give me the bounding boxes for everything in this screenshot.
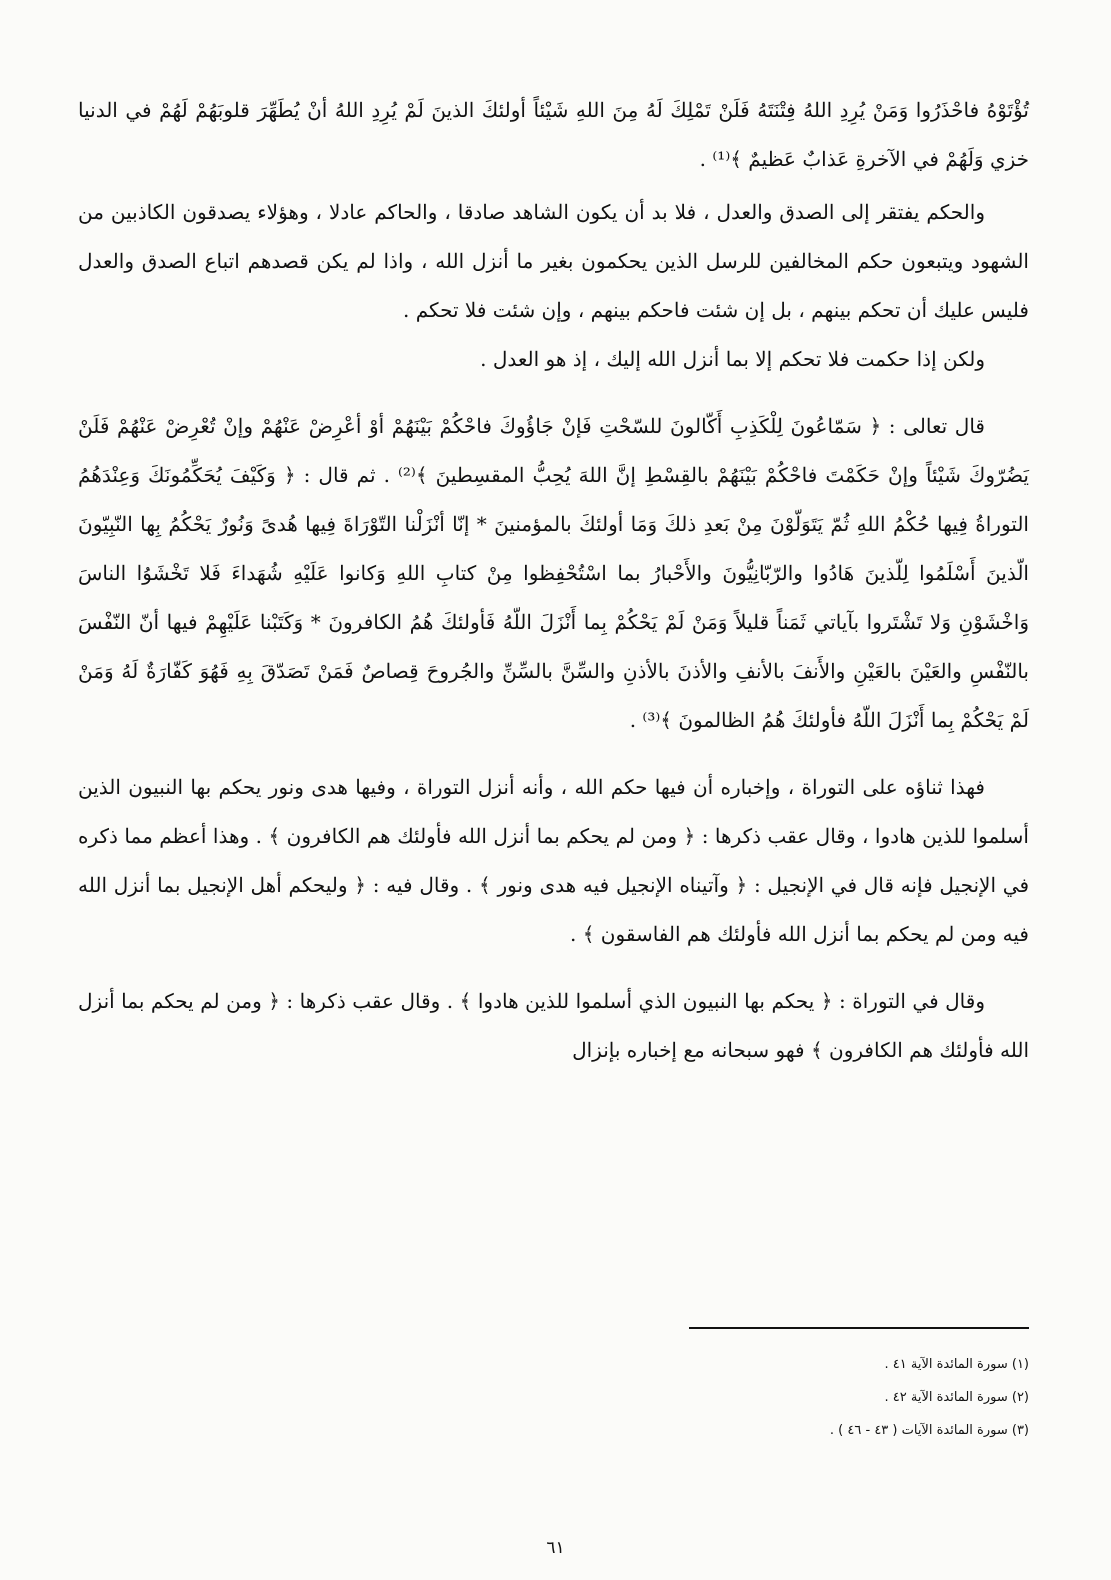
paragraph-quran-verse-continuation: تُؤْتَوْهُ فاحْذَرُوا وَمَنْ يُرِدِ اللهُ فِتْنَتَهُ فَلَنْ تَمْلِكَ لَهُ مِنَ اللهِ شَيْئاً أولئكَ الذينَ لَمْ يُرِدِ اللهُ أنْ يُطَهِّرَ قلوبَهُمْ لَهُمْ في الدنيا خزي وَلَهُمْ في الآخرةِ عَذابٌ عَظيمٌ ﴾⁽¹⁾ . <box>78 98 1029 171</box>
footnotes <box>429 1348 1029 1447</box>
footnote-item: (١) سورة المائدة الآية ٤١ . <box>884 1357 1029 1372</box>
paragraph-judge-by-revelation: ولكن إذا حكمت فلا تحكم إلا بما أنزل الله إليك ، إذ هو العدل . <box>480 347 985 371</box>
footnote-item: (٢) سورة المائدة الآية ٤٢ . <box>884 1390 1029 1405</box>
paragraph-torah-judgment: وقال في التوراة : ﴿ يحكم بها النبيون الذي أسلموا للذين هادوا ﴾ . وقال عقب ذكرها : ﴿ ومن لم يحكم بما أنزل الله فأولئك هم الكافرون ﴾ فهو سبحانه مع إخباره بإنزال <box>78 989 1029 1062</box>
page-number: ٦١ <box>546 1538 565 1558</box>
footnote-item: (٣) سورة المائدة الآيات ( ٤٣ - ٤٦ ) . <box>829 1423 1029 1438</box>
paragraph-praise-of-torah: فهذا ثناؤه على التوراة ، وإخباره أن فيها حكم الله ، وأنه أنزل التوراة ، وفيها هدى ونور يحكم بها النبيون الذين أسلموا للذين هادوا ، وقال عقب ذكرها : ﴿ ومن لم يحكم بما أنزل الله فأولئك هم الكافرون ﴾ . وهذا أعظم مما ذكره في الإنجيل فإنه قال في الإنجيل : ﴿ وآتيناه الإنجيل فيه هدى ونور ﴾ . وقال فيه : ﴿ وليحكم أهل الإنجيل بما أنزل الله فيه ومن لم يحكم بما أنزل الله فأولئك هم الفاسقون ﴾ . <box>78 775 1029 946</box>
paragraph-maidah-verses: قال تعالى : ﴿ سَمّاعُونَ لِلْكَذِبِ أَكّالونَ للسّحْتِ فَإنْ جَاؤُوكَ فاحْكُمْ بَيْنَهُمْ أوْ أعْرِضْ عَنْهُمْ وإنْ تُعْرِضْ عَنْهُمْ فَلَنْ يَضُرّوكَ شَيْئاً وإنْ حَكَمْتَ فاحْكُمْ بَيْنَهُمْ بالقِسْطِ إنَّ اللهَ يُحِبُّ المقسِطينَ ﴾⁽²⁾ . ثم قال : ﴿ وَكَيْفَ يُحَكِّمُونَكَ وَعِنْدَهُمُ التوراةُ فِيها حُكْمُ اللهِ ثُمّ يَتَوَلّوْنَ مِنْ بَعدِ ذلكَ وَمَا أولئكَ بالمؤمنينَ * إنّا أنْزَلْنا التّوْرَاةَ فِيها هُدىً وَنُورٌ يَحْكُمُ بِها النّبِيّونَ الّذينَ أَسْلَمُوا لِلّذينَ هَادُوا والرّبّانِيُّونَ والأَحْبارُ بما اسْتُحْفِظوا مِنْ كتابِ اللهِ وَكانوا عَلَيْهِ شُهَداءَ فَلا تَخْشَوُا الناسَ وَاخْشَوْنِ وَلا تَشْتَروا بآياتي ثَمَناً قليلاً وَمَنْ لَمْ يَحْكُمْ بِما أَنْزَلَ اللّهُ فَأولئكَ هُمُ الكافرونَ * وَكَتَبْنا عَلَيْهِمْ فيها أنّ النّفْسَ بالنّفْسِ والعَيْنَ بالعَيْنِ والأَنفَ بالأنفِ والأذنَ بالأذنِ والسِّنَّ بالسِّنِّ والجُروحَ قِصاصٌ فَمَنْ تَصَدّقَ بِهِ فَهُوَ كَفّارَةٌ لَهُ وَمَنْ لَمْ يَحْكُمْ بِما أَنْزَلَ اللّهُ فأولئكَ هُمُ الظالمونَ ﴾⁽³⁾ . <box>78 414 1029 732</box>
footnote-divider <box>689 1327 1029 1329</box>
paragraph-judgment-truth-justice: والحكم يفتقر إلى الصدق والعدل ، فلا بد أن يكون الشاهد صادقا ، والحاكم عادلا ، وهؤلاء يصدقون الكاذبين من الشهود ويتبعون حكم المخالفين للرسل الذين يحكمون بغير ما أنزل الله ، واذا لم يكن قصدهم اتباع الصدق والعدل فليس عليك أن تحكم بينهم ، بل إن شئت فاحكم بينهم ، وإن شئت فلا تحكم . <box>78 200 1029 322</box>
